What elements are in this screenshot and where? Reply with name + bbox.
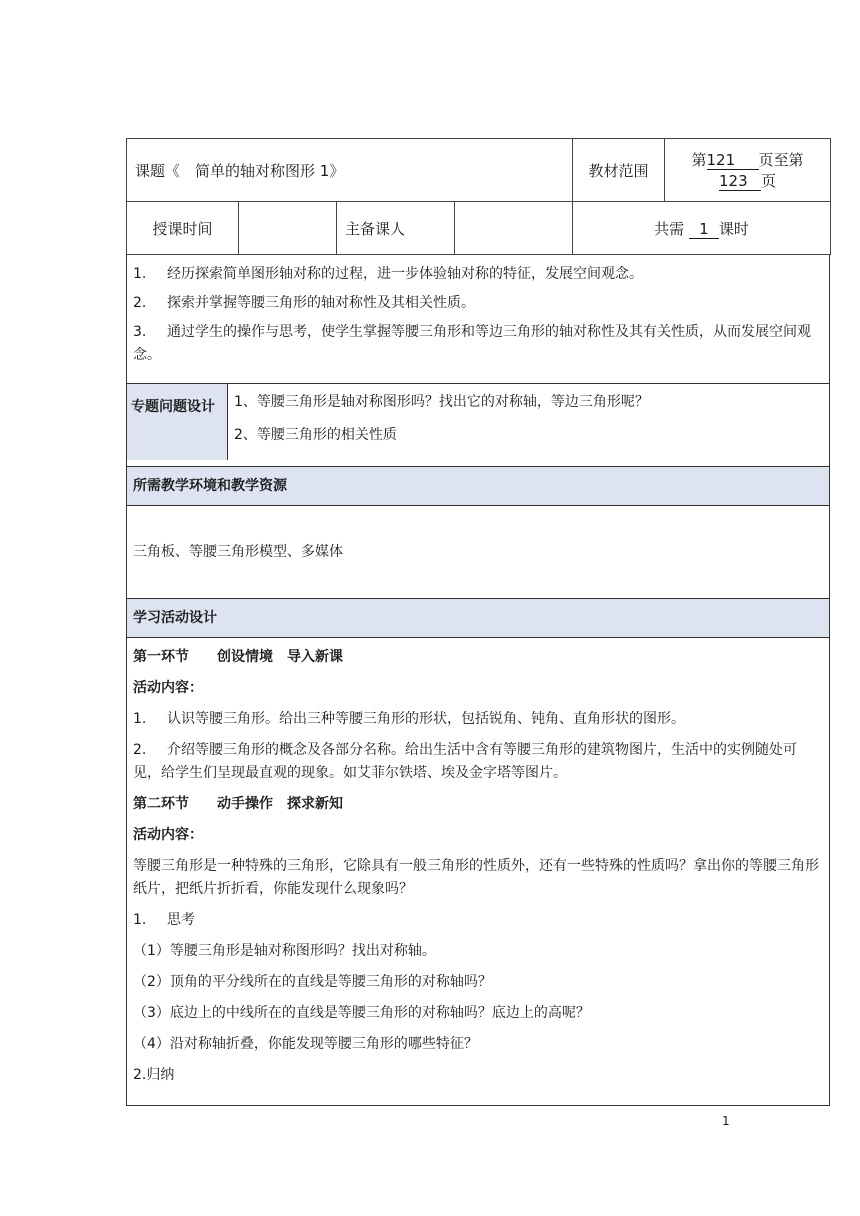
section2-title: 第二环节 动手操作 探求新知 <box>133 796 343 812</box>
lesson-body <box>126 255 830 1106</box>
topic-design-label: 专题问题设计 <box>127 384 228 460</box>
page-from: 121 <box>707 151 759 170</box>
class-time-value <box>239 202 337 255</box>
lesson-title: 课题《 简单的轴对称图形 1》 <box>127 139 573 202</box>
activity-heading: 学习活动设计 <box>127 598 829 638</box>
section2-intro: 等腰三角形是一种特殊的三角形，它除具有一般三角形的性质外，还有一些特殊的性质吗？拿出你的等腰三角形纸片，把纸片折折看，你能发现什么现象吗？ <box>133 858 819 897</box>
question-item: （3）底边上的中线所在的直线是等腰三角形的对称轴吗？底边上的高呢？ <box>133 1005 590 1021</box>
page-number: 1 <box>722 1114 730 1128</box>
lead-teacher-label: 主备课人 <box>337 202 455 255</box>
lesson-plan-document <box>126 138 830 1106</box>
section1-item: 1. 认识等腰三角形。给出三种等腰三角形的形状，包括锐角、钝角、直角形状的图形。 <box>133 711 685 727</box>
topic-design <box>127 383 829 466</box>
resources-text: 三角板、等腰三角形模型、多媒体 <box>133 544 343 560</box>
resources-heading: 所需教学环境和教学资源 <box>127 466 829 506</box>
activity-design <box>127 638 829 1105</box>
goal-item: 2. 探索并掌握等腰三角形的轴对称性及其相关性质。 <box>133 295 475 311</box>
section2-content-label: 活动内容： <box>133 827 203 843</box>
question-item: （1）等腰三角形是轴对称图形吗？找出对称轴。 <box>133 943 436 959</box>
section1-title: 第一环节 创设情境 导入新课 <box>133 649 343 665</box>
total-hours: 共需 1 课时 <box>573 202 831 255</box>
page-range: 第121 页至第123 页 <box>665 139 831 202</box>
section1-content-label: 活动内容： <box>133 680 203 696</box>
question-item: （4）沿对称轴折叠，你能发现等腰三角形的哪些特征？ <box>133 1036 478 1052</box>
class-time-label: 授课时间 <box>127 202 239 255</box>
page-to: 123 <box>719 172 761 191</box>
section1-item: 2. 介绍等腰三角形的概念及各部分名称。给出生活中含有等腰三角形的建筑物图片，生活中的实例随处可见，给学生们呈现最直观的现象。如艾菲尔铁塔、埃及金字塔等图片。 <box>133 742 797 781</box>
topic-item: 1、等腰三角形是轴对称图形吗？找出它的对称轴，等边三角形呢？ <box>234 394 649 410</box>
lead-teacher-value <box>455 202 573 255</box>
header-table <box>126 138 831 255</box>
textbook-range-label: 教材范围 <box>573 139 665 202</box>
summary-label: 2.归纳 <box>133 1067 175 1083</box>
goal-item: 1. 经历探索简单图形轴对称的过程，进一步体验轴对称的特征，发展空间观念。 <box>133 266 643 282</box>
question-item: （2）顶角的平分线所在的直线是等腰三角形的对称轴吗？ <box>133 974 492 990</box>
topic-design-items <box>228 384 829 466</box>
total-hours-value: 1 <box>689 220 719 239</box>
topic-item: 2、等腰三角形的相关性质 <box>234 427 397 443</box>
think-heading: 1. 思考 <box>133 912 195 928</box>
goal-item: 3. 通过学生的操作与思考，使学生掌握等腰三角形和等边三角形的轴对称性及其有关性质，从而发展空间观念。 <box>133 324 811 363</box>
teaching-goals <box>127 255 829 383</box>
